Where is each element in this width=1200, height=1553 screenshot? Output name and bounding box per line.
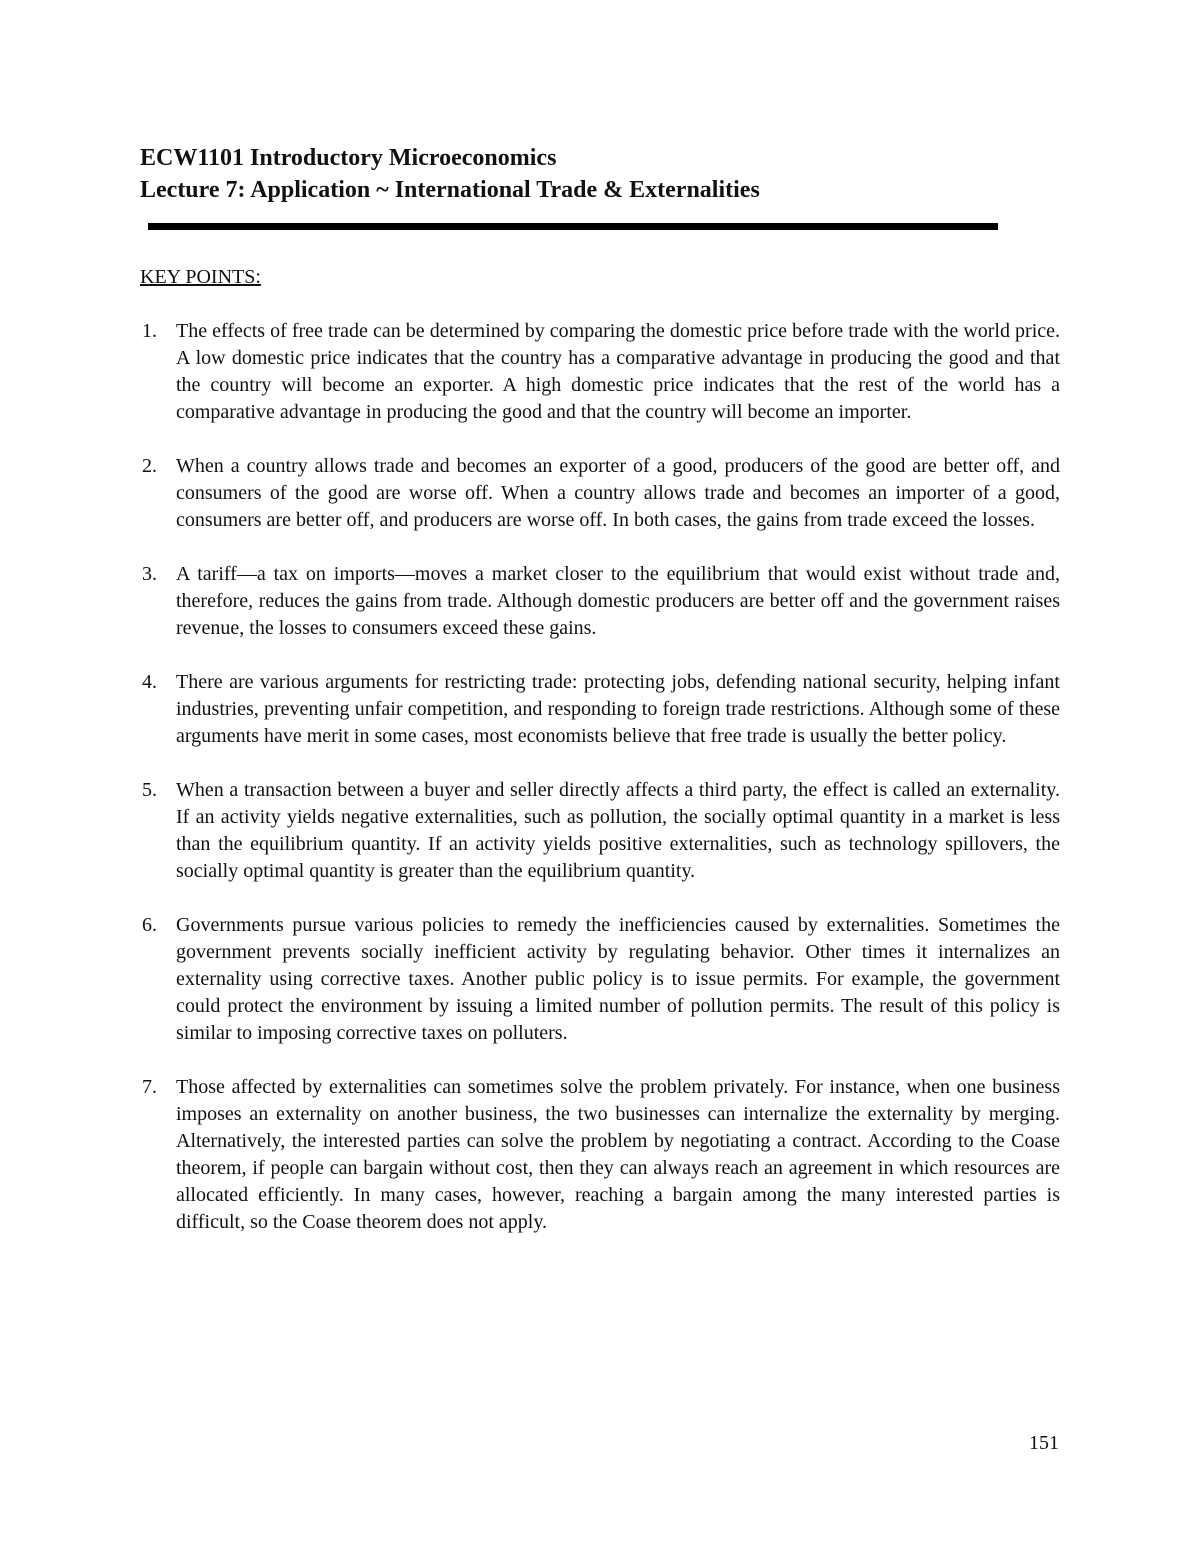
point-number: 2. — [142, 455, 157, 477]
point-number: 5. — [142, 779, 157, 801]
page-number: 151 — [1029, 1432, 1059, 1454]
point-text: When a country allows trade and becomes an exporter of a good, producers of the good are better off, and consumers of the good are worse off. When a country allows trade and becomes an importer of a good, consumers are better off, and producers are worse off. In both cases, the gains from trade exceed the losses. — [176, 455, 1060, 531]
point-text: The effects of free trade can be determined by comparing the domestic price before trade with the world price. A low domestic price indicates that the country has a comparative advantage in producing the good and that the country will become an exporter. A high domestic price indicates that the rest of the world has a comparative advantage in producing the good and that the country will become an importer. — [176, 320, 1060, 423]
point-number: 7. — [142, 1076, 157, 1098]
title-divider — [148, 223, 998, 230]
key-point-6 — [140, 912, 1060, 1047]
point-number: 6. — [142, 914, 157, 936]
section-heading: KEY POINTS: — [140, 266, 261, 288]
key-point-5 — [140, 777, 1060, 885]
point-number: 1. — [142, 320, 157, 342]
point-number: 3. — [142, 563, 157, 585]
point-text: There are various arguments for restricting trade: protecting jobs, defending national security, helping infant industries, preventing unfair competition, and responding to foreign trade restrictions. Although some of these arguments have merit in some cases, most economists believe that free trade is usually the better policy. — [176, 671, 1060, 747]
lecture-title: Lecture 7: Application ~ International Trade & Externalities — [140, 177, 760, 203]
point-text: Those affected by externalities can sometimes solve the problem privately. For instance, when one business imposes an externality on another business, the two businesses can internalize the externality by merging. Alternatively, the interested parties can solve the problem by negotiating a contract. According to the Coase theorem, if people can bargain without cost, then they can always reach an agreement in which resources are allocated efficiently. In many cases, however, reaching a bargain among the many interested parties is difficult, so the Coase theorem does not apply. — [176, 1076, 1060, 1233]
key-point-3 — [140, 561, 1060, 642]
key-point-1 — [140, 318, 1060, 426]
point-text: Governments pursue various policies to remedy the inefficiencies caused by externalities. Sometimes the government prevents socially inefficient activity by regulating behavior. Other times it internalizes an externality using corrective taxes. Another public policy is to issue permits. For example, the government could protect the environment by issuing a limited number of pollution permits. The result of this policy is similar to imposing corrective taxes on polluters. — [176, 914, 1060, 1044]
key-points-list — [140, 318, 1060, 1263]
key-point-2 — [140, 453, 1060, 534]
point-text: When a transaction between a buyer and seller directly affects a third party, the effect is called an externality. If an activity yields negative externalities, such as pollution, the socially optimal quantity in a market is less than the equilibrium quantity. If an activity yields positive externalities, such as technology spillovers, the socially optimal quantity is greater than the equilibrium quantity. — [176, 779, 1060, 882]
point-text: A tariff—a tax on imports—moves a market closer to the equilibrium that would exist without trade and, therefore, reduces the gains from trade. Although domestic producers are better off and the government raises revenue, the losses to consumers exceed these gains. — [176, 563, 1060, 639]
point-number: 4. — [142, 671, 157, 693]
course-title: ECW1101 Introductory Microeconomics — [140, 145, 557, 171]
key-point-7 — [140, 1074, 1060, 1236]
key-point-4 — [140, 669, 1060, 750]
